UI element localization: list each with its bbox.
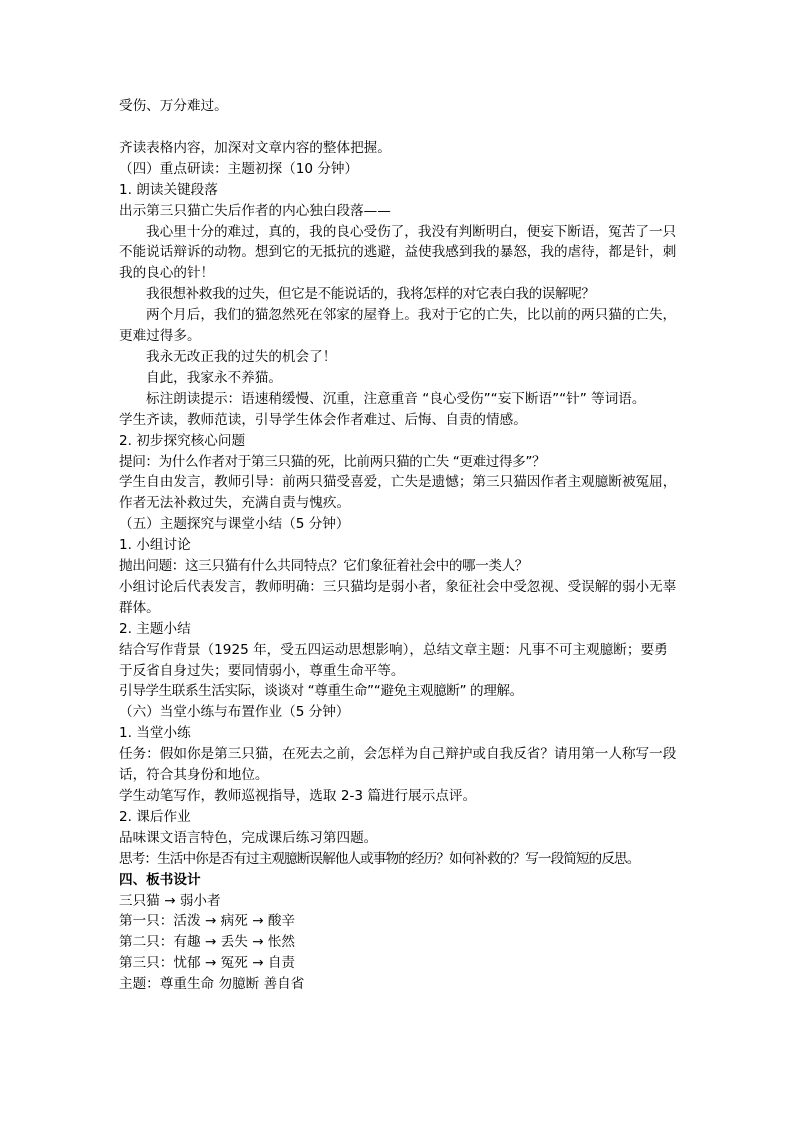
quote-paragraph: 我永无改正我的过失的机会了！ [146, 348, 337, 365]
quote-paragraph: 我很想补救我的过失，但它是不能说话的，我将怎样的对它表白我的误解呢？ [146, 286, 595, 303]
paragraph: 受伤、万分难过。 [119, 98, 228, 114]
subsection-heading: 1. 朗读关键段落 [119, 181, 218, 198]
question: 抛出问题：这三只猫有什么共同特点？它们象征着社会中的哪一类人？ [119, 558, 529, 575]
blank-line [119, 117, 681, 138]
paragraph: 结合写作背景（1925 年，受五四运动思想影响），总结文章主题：凡事不可主观臆断；要勇于反省自身过失；要同情弱小，尊重生命平等。 [119, 641, 668, 679]
section-heading: （四）重点研读：主题初探（10 分钟） [119, 160, 359, 177]
document-body [119, 96, 681, 995]
section-heading-board-design: 四、板书设计 [119, 871, 201, 888]
paragraph: 学生齐读，教师范读，引导学生体会作者难过、后悔、自责的情感。 [119, 411, 527, 428]
section-heading: （五）主题探究与课堂小结（5 分钟） [119, 516, 350, 533]
subsection-heading: 2. 初步探究核心问题 [119, 432, 246, 449]
paragraph: 引导学生联系生活实际，谈谈对 “尊重生命”“避免主观臆断” 的理解。 [119, 683, 523, 700]
section-heading: （六）当堂小练与布置作业（5 分钟） [119, 704, 350, 721]
subsection-heading: 1. 当堂小练 [119, 725, 191, 742]
paragraph: 任务：假如你是第三只猫，在死去之前，会怎样为自己辩护或自我反省？请用第一人称写一段话，符合其身份和地位。 [119, 746, 677, 784]
paragraph: 品味课文语言特色，完成课后练习第四题。 [119, 829, 378, 846]
quote-paragraph: 我心里十分的难过，真的，我的良心受伤了，我没有判断明白，便妄下断语，冤苦了一只不能说话辩诉的动物。想到它的无抵抗的逃避，益使我感到我的暴怒，我的虐待，都是针，刺我的良心的针！ [119, 223, 677, 282]
paragraph: 学生自由发言，教师引导：前两只猫受喜爱，亡失是遗憾；第三只猫因作者主观臆断被冤屈，作者无法补救过失，充满自责与愧疚。 [119, 474, 677, 512]
paragraph: 小组讨论后代表发言，教师明确：三只猫均是弱小者，象征社会中受忽视、受误解的弱小无辜群体。 [119, 578, 677, 616]
board-line: 第一只：活泼 → 病死 → 酸辛 [119, 913, 296, 930]
board-line: 第三只：忧郁 → 冤死 → 自责 [119, 955, 296, 972]
reading-tip: 标注朗读提示：语速稍缓慢、沉重，注意重音 “良心受伤”“妄下断语”“针” 等词语。 [146, 390, 646, 407]
paragraph: 思考：生活中你是否有过主观臆断误解他人或事物的经历？如何补救的？写一段简短的反思。 [119, 850, 640, 867]
board-line: 主题：尊重生命 勿臆断 善自省 [119, 976, 305, 993]
paragraph: 出示第三只猫亡失后作者的内心独白段落—— [119, 202, 391, 219]
subsection-heading: 2. 主题小结 [119, 620, 191, 637]
quote-paragraph: 自此，我家永不养猫。 [146, 369, 282, 386]
question: 提问：为什么作者对于第三只猫的死，比前两只猫的亡失 “更难过得多”？ [119, 453, 546, 470]
board-line: 第二只：有趣 → 丢失 → 怅然 [119, 934, 296, 951]
paragraph: 学生动笔写作，教师巡视指导，选取 2-3 篇进行展示点评。 [119, 788, 477, 804]
quote-paragraph: 两个月后，我们的猫忽然死在邻家的屋脊上。我对于它的亡失，比以前的两只猫的亡失，更难过得多。 [119, 307, 677, 345]
paragraph: 齐读表格内容，加深对文章内容的整体把握。 [119, 139, 391, 156]
subsection-heading: 2. 课后作业 [119, 808, 191, 825]
board-line: 三只猫 → 弱小者 [119, 892, 221, 909]
subsection-heading: 1. 小组讨论 [119, 537, 191, 554]
